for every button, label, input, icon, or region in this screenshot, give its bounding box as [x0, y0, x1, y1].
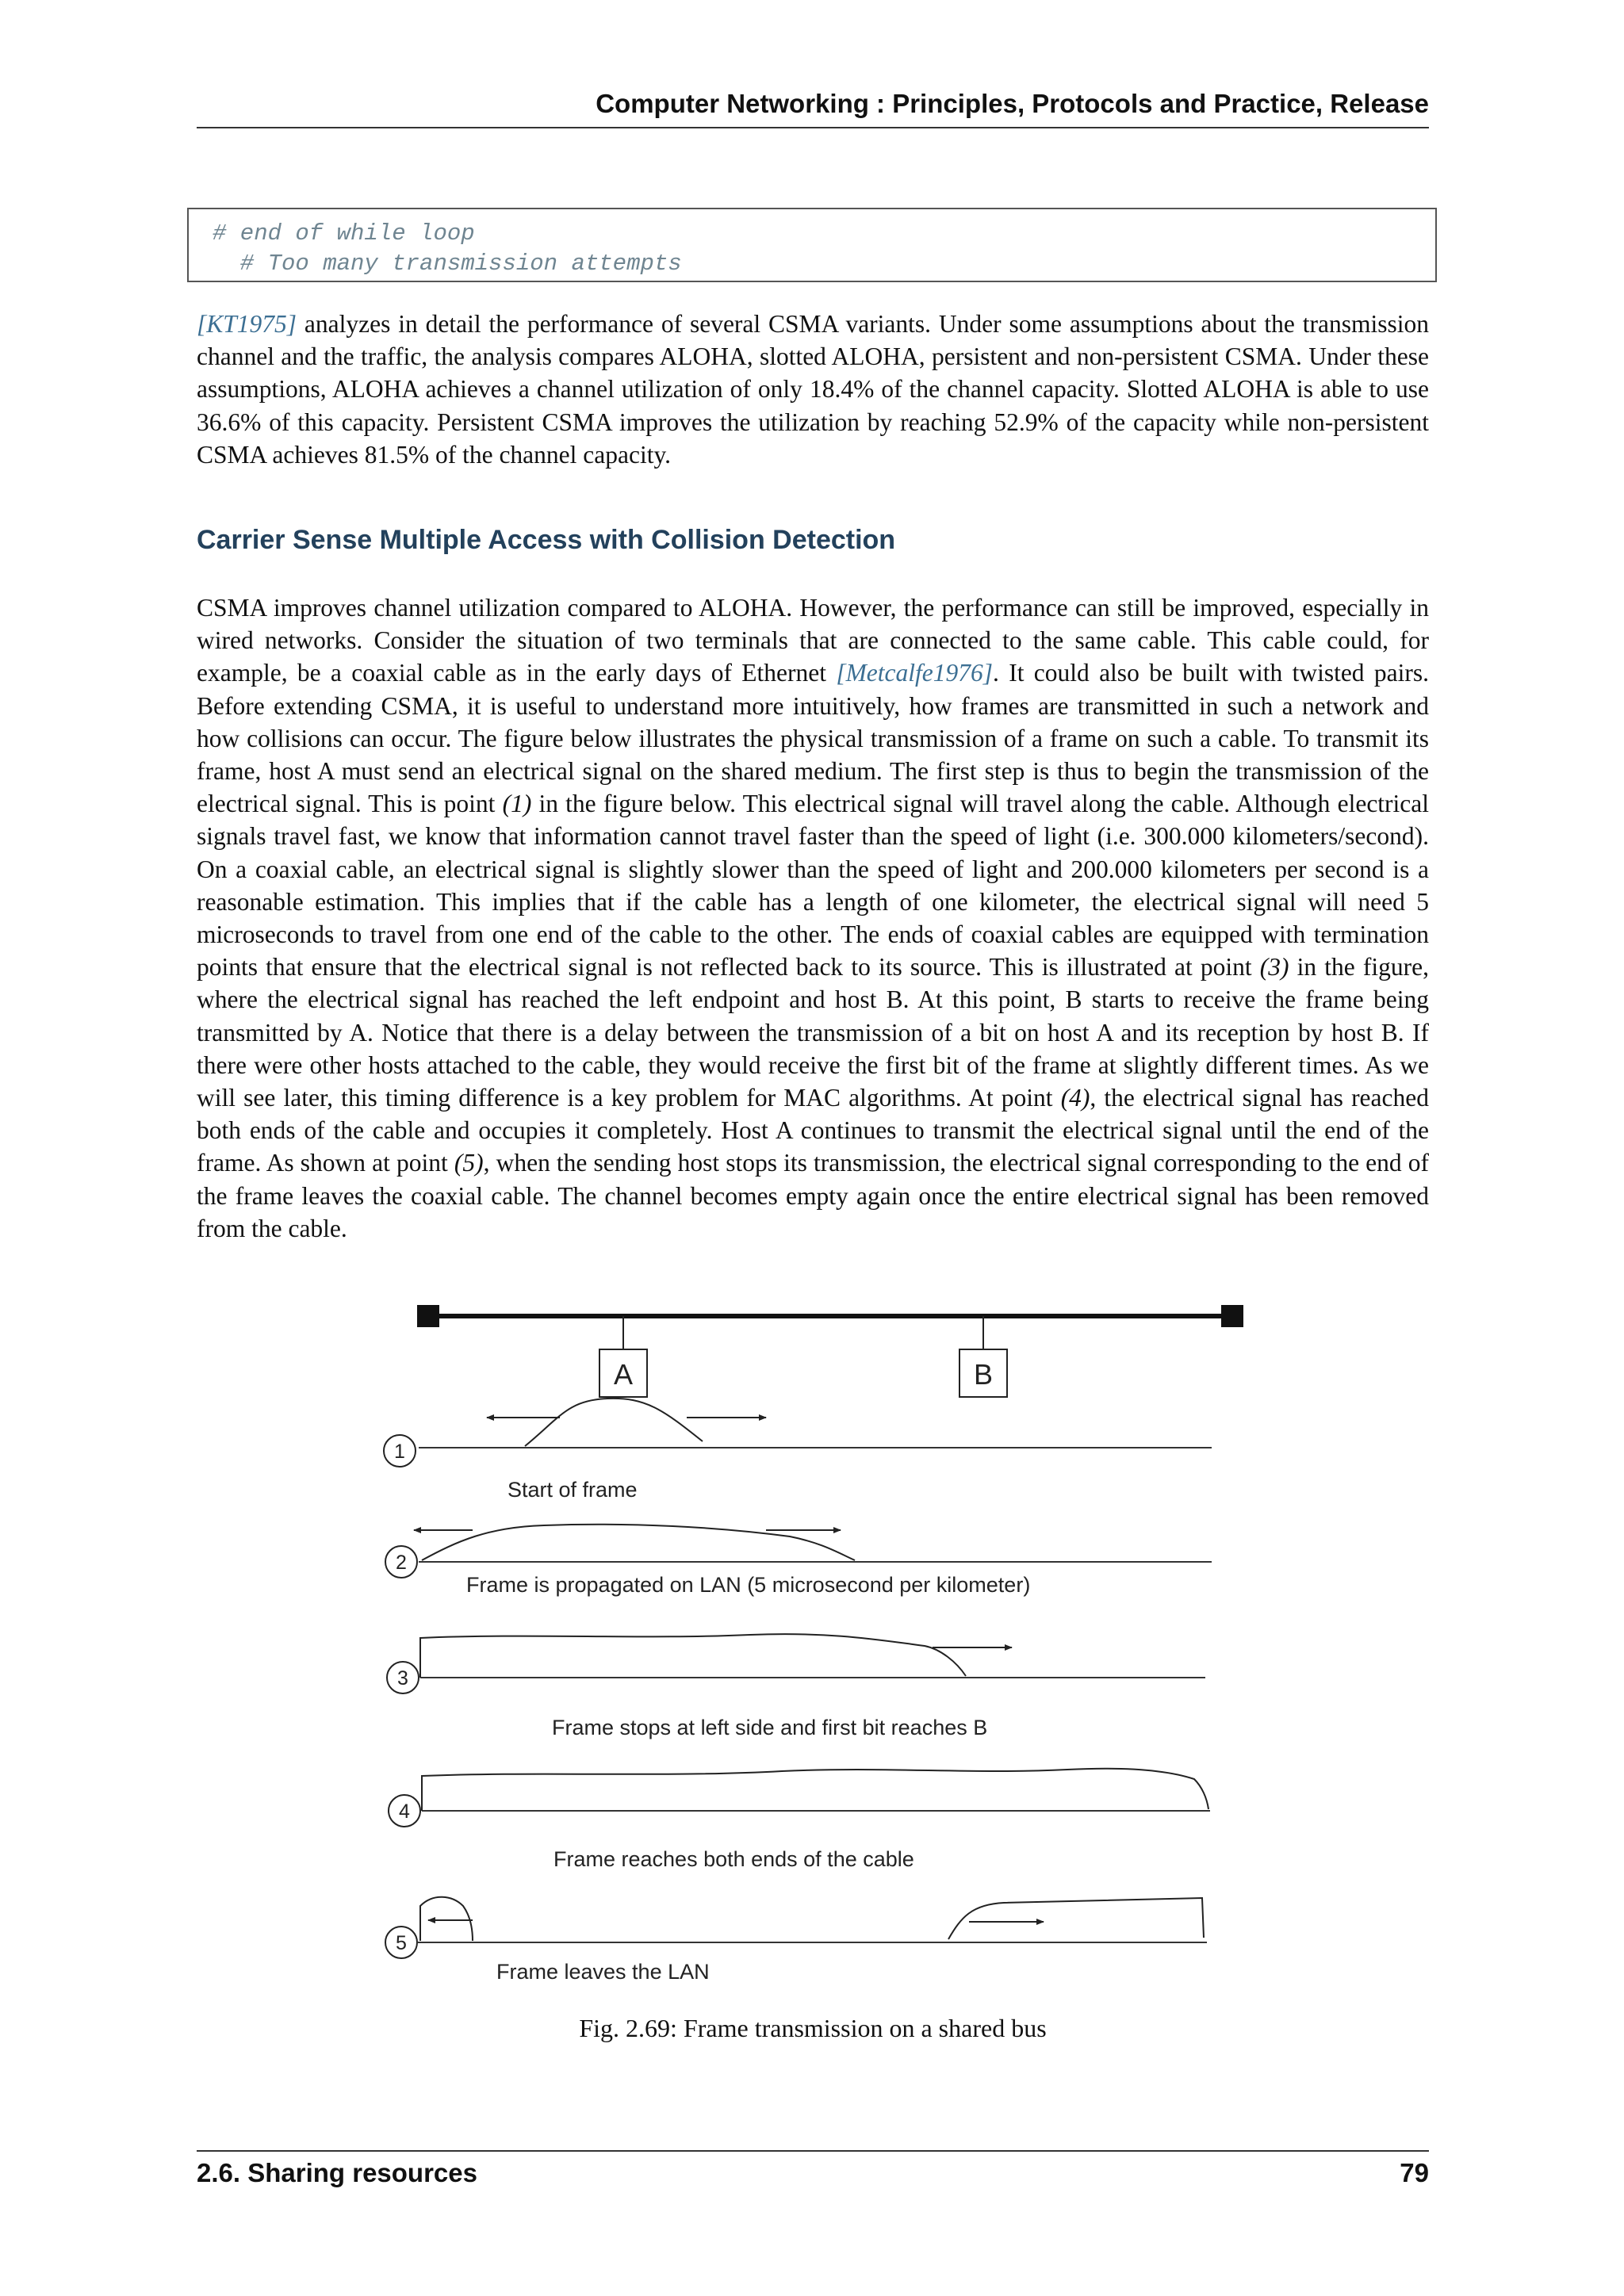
host-a	[599, 1316, 647, 1397]
step-caption: Frame leaves the LAN	[496, 1960, 710, 1984]
step-1	[384, 1399, 1212, 1502]
page-number: 79	[1400, 2158, 1429, 2187]
paragraph-text: . It could also be built with twisted pairs. Before extending CSMA, it is useful to understand more intuitively, how frames are transmitted in such a network and how collisions can occur. The figure below illustrates the physical transmission of a frame on such a cable. To transmit its frame, host A must send an electrical signal on the shared medium. The first step is thus to begin the transmission of the electrical signal. This is point	[197, 659, 1429, 818]
step-caption: Frame is propagated on LAN (5 microsecond per kilometer)	[466, 1573, 1031, 1597]
footer-rule	[197, 2150, 1429, 2152]
terminator-right	[1221, 1305, 1243, 1327]
step-2	[385, 1525, 1212, 1597]
paragraph-text: in the figure below. This electrical signal will travel along the cable. Although electrical signals travel fast, we know that information cannot travel faster than the speed of light (i.e. 300.000 kilometers/second). On a coaxial cable, an electrical signal is slightly slower than the speed of light and 200.000 kilometers per second is a reasonable estimation. This implies that if the cable has a length of one kilometer, the electrical signal will need 5 microseconds to travel from one end of the cable to the other. The ends of coaxial cables are equipped with termination points that ensure that the electrical signal is not reflected back to its source. This is illustrated at point	[197, 790, 1430, 982]
step-number: 1	[394, 1441, 405, 1463]
point-ref: (3)	[1259, 953, 1289, 982]
point-ref: (1)	[502, 790, 532, 818]
host-a-label: A	[613, 1358, 634, 1391]
step-caption: Frame stops at left side and first bit reaches B	[552, 1716, 988, 1739]
citation-link-metcalfe1976[interactable]: [Metcalfe1976]	[836, 659, 994, 687]
paragraph-csma-performance	[197, 308, 1429, 471]
paragraph-text: in the figure, where the electrical signal has reached the left endpoint and host B. At this point, B starts to receive the frame being transmitted by A. Notice that there is a delay between the transmission of a bit on host A and its reception by host B. If there were other hosts attached to the cable, they would receive the first bit of the frame at slightly different times. As we will see later, this timing difference is a key problem for MAC algorithms. At point	[197, 953, 1429, 1112]
host-b	[959, 1316, 1007, 1397]
signal-wave	[420, 1634, 966, 1678]
footer-section-title: 2.6. Sharing resources	[197, 2158, 477, 2187]
signal-wave-head	[948, 1898, 1204, 1939]
paragraph-text: , the electrical signal has reached both ends of the cable and occupies it completely. Host A continues to transmit the electrical signal until the end of the frame. As shown at point	[197, 1084, 1429, 1177]
citation-link-kt1975[interactable]: [KT1975]	[197, 310, 297, 338]
code-line: # Too many transmission attempts	[213, 251, 682, 277]
header-rule	[197, 127, 1429, 128]
signal-wave	[525, 1399, 703, 1446]
figure-shared-bus	[370, 1291, 1258, 1988]
step-5	[385, 1897, 1207, 1984]
step-caption: Start of frame	[508, 1478, 638, 1502]
signal-wave-tail	[420, 1897, 473, 1941]
figure-caption: Fig. 2.69: Frame transmission on a shared bus	[579, 2014, 1047, 2042]
code-block	[187, 208, 1437, 282]
paragraph-csma-cd	[197, 591, 1429, 1245]
host-b-label: B	[973, 1358, 994, 1391]
paragraph-text: , when the sending host stops its transmission, the electrical signal corresponding to the end of the frame leaves the coaxial cable. The channel becomes empty again once the entire electrical signal has been removed from the cable.	[197, 1149, 1429, 1242]
section-title: Carrier Sense Multiple Access with Collision Detection	[197, 525, 896, 555]
point-ref: (4)	[1060, 1084, 1090, 1112]
step-number: 4	[399, 1800, 410, 1823]
step-3	[387, 1634, 1205, 1739]
code-line: # end of while loop	[213, 220, 475, 247]
step-number: 3	[397, 1667, 408, 1689]
figure-diagram	[370, 1291, 1258, 1988]
paragraph-text: analyzes in detail the performance of several CSMA variants. Under some assumptions about the transmission channel and the traffic, the analysis compares ALOHA, slotted ALOHA, persistent and non-persistent CSMA. Under these assumptions, ALOHA achieves a channel utilization of only 18.4% of the channel capacity. Slotted ALOHA is able to use 36.6% of this capacity. Persistent CSMA improves the utilization by reaching 52.9% of the capacity while non-persistent CSMA achieves 81.5% of the channel capacity.	[197, 310, 1429, 469]
step-number: 2	[396, 1552, 407, 1574]
terminator-left	[417, 1305, 439, 1327]
paragraph-text: CSMA improves channel utilization compared to ALOHA. However, the performance can still be improved, especially in wired networks. Consider the situation of two terminals that are connected to the same cable. This cable could, for example, be a coaxial cable as in the early days of Ethernet	[197, 594, 1429, 687]
step-number: 5	[396, 1932, 407, 1954]
step-caption: Frame reaches both ends of the cable	[553, 1847, 914, 1871]
running-header: Computer Networking : Principles, Protocols and Practice, Release	[596, 89, 1429, 118]
signal-wave	[422, 1769, 1208, 1811]
step-4	[389, 1769, 1210, 1871]
point-ref: (5)	[454, 1149, 484, 1177]
